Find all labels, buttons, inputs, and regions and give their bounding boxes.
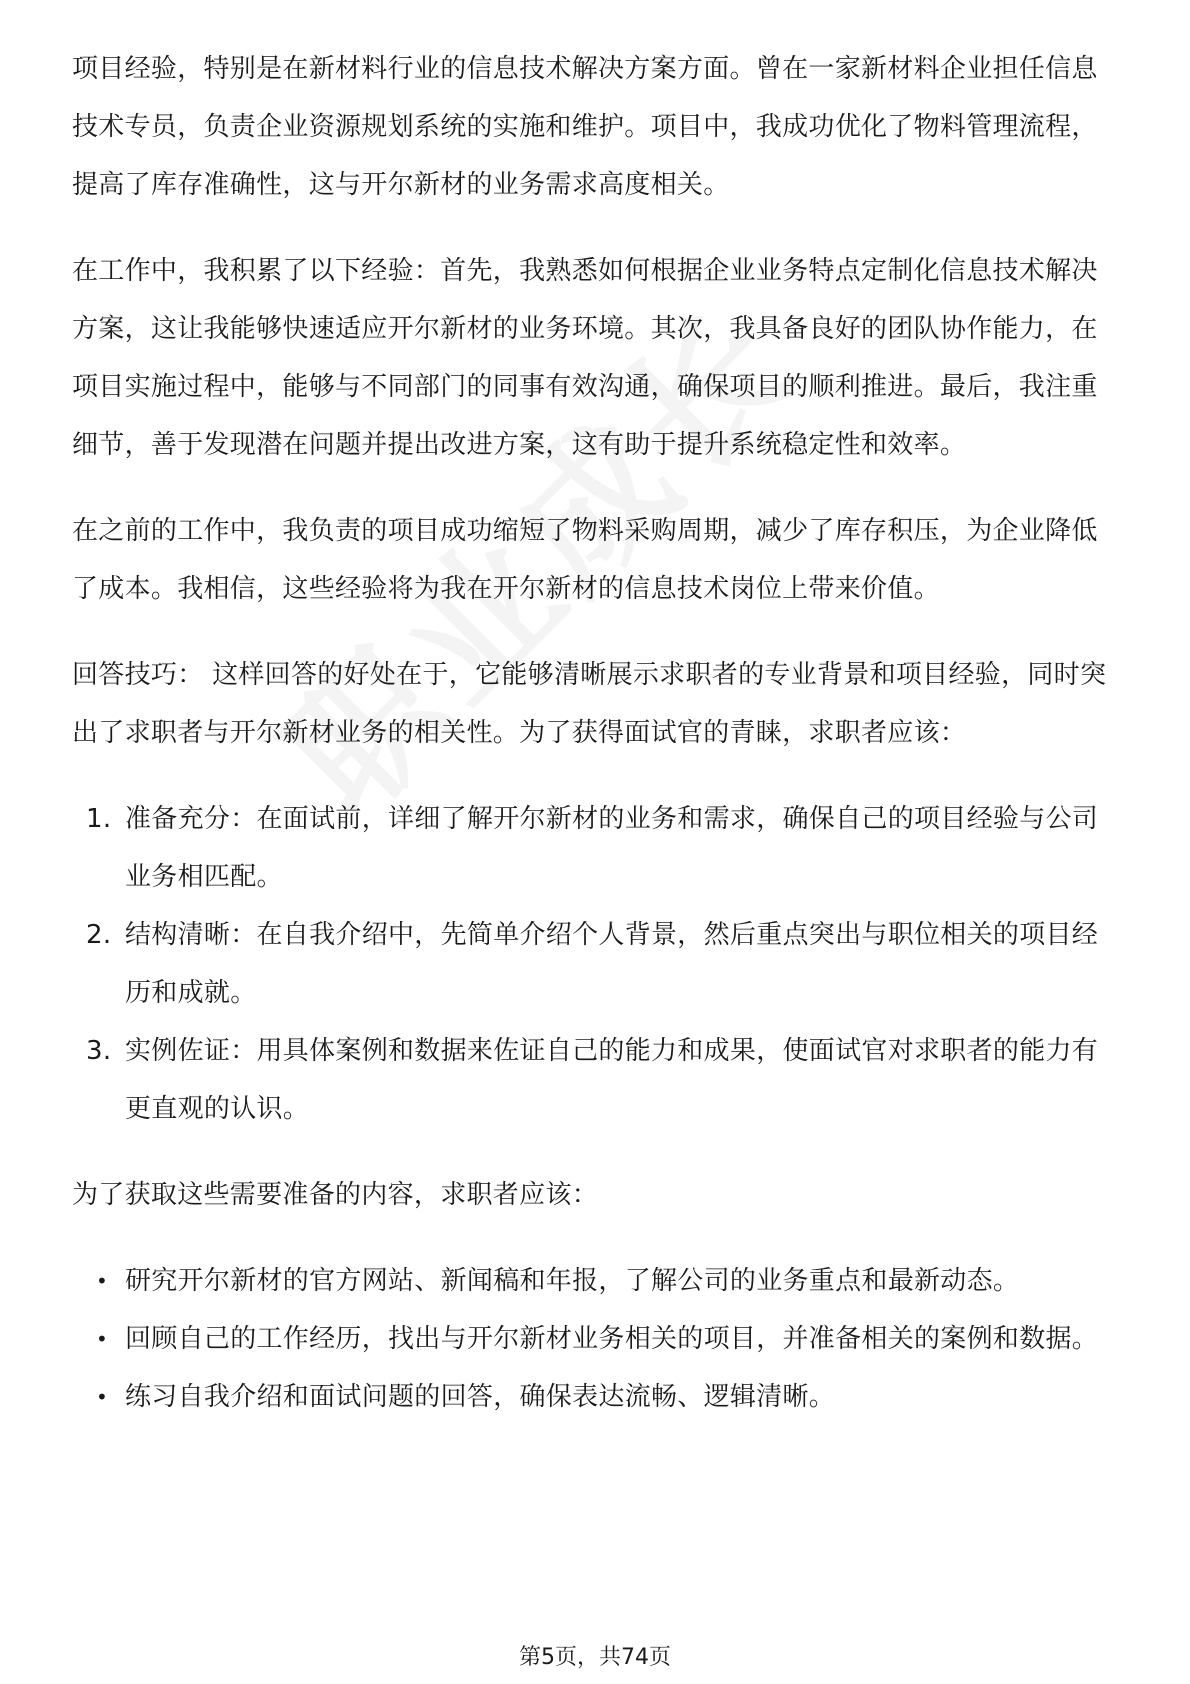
paragraph-accumulated-experience: 在工作中，我积累了以下经验：首先，我熟悉如何根据企业业务特点定制化信息技术解决方案，这让我能够快速适应开尔新材的业务环境。其次，我具备良好的团队协作能力，在项目实施过程中，能够与不同部门的同事有效沟通，确保项目的顺利推进。最后，我注重细节，善于发现潜在问题并提出改进方案，这有助于提升系统稳定性和效率。 xyxy=(72,256,1098,460)
bullet-icon: • xyxy=(96,1385,109,1409)
list-item xyxy=(72,1252,1122,1310)
list-item xyxy=(72,906,1122,1022)
tips-list xyxy=(72,790,1122,1138)
page-footer: 第5页，共74页 xyxy=(519,1645,671,1670)
list-item-text: 结构清晰：在自我介绍中，先简单介绍个人背景，然后重点突出与职位相关的项目经历和成就。 xyxy=(125,920,1099,1008)
list-item-text: 练习自我介绍和面试问题的回答，确保表达流畅、逻辑清晰。 xyxy=(125,1382,836,1412)
list-item-text: 研究开尔新材的官方网站、新闻稿和年报，了解公司的业务重点和最新动态。 xyxy=(125,1266,1020,1296)
paragraph-prep-intro: 为了获取这些需要准备的内容，求职者应该： xyxy=(72,1180,599,1210)
list-item-text: 准备充分：在面试前，详细了解开尔新材的业务和需求，确保自己的项目经验与公司业务相匹配。 xyxy=(125,804,1099,892)
list-item xyxy=(72,1368,1122,1426)
list-item xyxy=(72,790,1122,906)
list-item xyxy=(72,1022,1122,1138)
list-number: 1. xyxy=(86,804,112,834)
list-number: 3. xyxy=(86,1036,112,1066)
paragraph-answer-tips: 回答技巧： 这样回答的好处在于，它能够清晰展示求职者的专业背景和项目经验，同时突出了求职者与开尔新材业务的相关性。为了获得面试官的青睐，求职者应该： xyxy=(72,660,1107,748)
paragraph-previous-work: 在之前的工作中，我负责的项目成功缩短了物料采购周期，减少了库存积压，为企业降低了成本。我相信，这些经验将为我在开尔新材的信息技术岗位上带来价值。 xyxy=(72,516,1098,604)
bullet-icon: • xyxy=(96,1327,109,1351)
list-number: 2. xyxy=(86,920,112,950)
list-item-text: 回顾自己的工作经历，找出与开尔新材业务相关的项目，并准备相关的案例和数据。 xyxy=(125,1324,1099,1354)
bullet-icon: • xyxy=(96,1269,109,1293)
prep-list xyxy=(72,1252,1122,1426)
list-item xyxy=(72,1310,1122,1368)
document-body xyxy=(72,40,1122,1454)
paragraph-project-experience: 项目经验，特别是在新材料行业的信息技术解决方案方面。曾在一家新材料企业担任信息技术专员，负责企业资源规划系统的实施和维护。项目中，我成功优化了物料管理流程，提高了库存准确性，这与开尔新材的业务需求高度相关。 xyxy=(72,54,1098,200)
list-item-text: 实例佐证：用具体案例和数据来佐证自己的能力和成果，使面试官对求职者的能力有更直观的认识。 xyxy=(125,1036,1099,1124)
